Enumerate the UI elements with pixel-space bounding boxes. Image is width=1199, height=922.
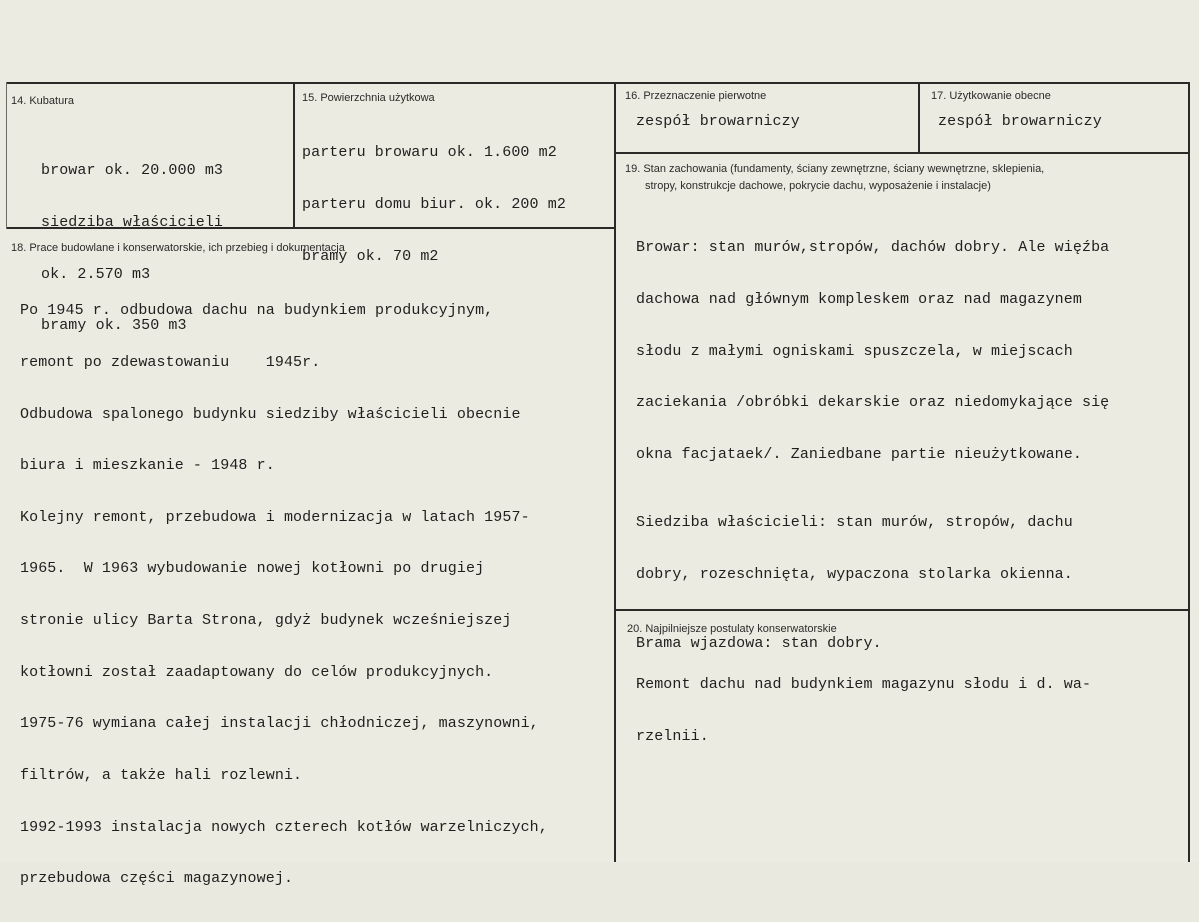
field-18-line: remont po zdewastowaniu 1945r. — [20, 354, 321, 372]
field-19-line: Browar: stan murów,stropów, dachów dobry. Ale więźba — [636, 239, 1110, 257]
field-16-value: zespół browarniczy — [636, 113, 800, 130]
field-17-label: 17. Użytkowanie obecne — [931, 90, 1051, 102]
field-19-label-line: 19. Stan zachowania (fundamenty, ściany zewnętrzne, ściany wewnętrzne, sklepienia, — [625, 163, 1045, 175]
field-19-label-line: stropy, konstrukcje dachowe, pokrycie dachu, wyposażenie i instalacje) — [645, 180, 991, 192]
column-divider-line — [293, 82, 295, 229]
field-20-line: rzelnii. — [636, 728, 709, 746]
field-19-line: słodu z małymi ogniskami spuszczela, w miejscach — [636, 342, 1073, 360]
field-17-value: zespół browarniczy — [938, 113, 1102, 130]
field-20-label: 20. Najpilniejsze postulaty konserwatorskie — [627, 623, 837, 635]
field-18-line: 1965. W 1963 wybudowanie nowej kotłowni po drugiej — [20, 560, 485, 578]
field-20-value — [636, 642, 1091, 780]
field-19-line: dachowa nad głównym kompleskem oraz nad magazynem — [636, 291, 1082, 309]
right-border-line — [1188, 82, 1190, 862]
field-19-line: dobry, rozeschnięta, wypaczona stolarka okienna. — [636, 566, 1073, 584]
field-14-label: 14. Kubatura — [11, 95, 74, 107]
field-19-line: Brama wjazdowa: stan dobry. — [636, 634, 882, 652]
field-18-line: 1975-76 wymiana całej instalacji chłodniczej, maszynowni, — [20, 715, 539, 733]
field-15-line: parteru browaru ok. 1.600 m2 — [302, 144, 557, 162]
field-19-line: Siedziba właścicieli: stan murów, stropów, dachu — [636, 514, 1073, 532]
row-divider-line-right — [616, 152, 1190, 154]
field-16-label: 16. Przeznaczenie pierwotne — [625, 90, 767, 102]
field-19-line: okna facjataek/. Zaniedbane partie nieużytkowane. — [636, 445, 1082, 463]
field-14-line: browar ok. 20.000 m3 — [41, 162, 224, 180]
top-border-line — [6, 82, 1190, 84]
left-border-line — [6, 82, 7, 229]
field-15-line: parteru domu biur. ok. 200 m2 — [302, 196, 566, 214]
field-15-line: bramy ok. 70 m2 — [302, 247, 439, 265]
field-18-label: 18. Prace budowlane i konserwatorskie, ich przebieg i dokumentacja — [11, 242, 345, 254]
field-14-line: ok. 2.570 m3 — [41, 265, 151, 283]
field-19-value — [636, 205, 1109, 686]
column-divider-line-right — [918, 82, 920, 154]
field-18-line: filtrów, a także hali rozlewni. — [20, 766, 303, 784]
field-18-line: kotłowni został zaadaptowany do celów produkcyjnych. — [20, 663, 494, 681]
field-18-line: Odbudowa spalonego budynku siedziby właścicieli obecnie — [20, 405, 521, 423]
main-column-divider-line — [614, 82, 616, 862]
field-18-line: 1992-1993 instalacja nowych czterech kotłów warzelniczych, — [20, 818, 548, 836]
field-14-line: siedziba właścicieli — [41, 214, 224, 232]
field-18-line: stronie ulicy Barta Strona, gdyż budynek wcześniejszej — [20, 612, 512, 630]
field-18-line: Po 1945 r. odbudowa dachu na budynkiem produkcyjnym, — [20, 302, 494, 320]
field-14-line: bramy ok. 350 m3 — [41, 317, 187, 335]
field-18-line: biura i mieszkanie - 1948 r. — [20, 457, 275, 475]
field-18-value — [20, 265, 548, 922]
field-18-line: przebudowa części magazynowej. — [20, 870, 294, 888]
field-18-line: Kolejny remont, przebudowa i modernizacja w latach 1957- — [20, 508, 530, 526]
field-19-label — [625, 161, 1044, 195]
field-19-line: zaciekania /obróbki dekarskie oraz niedomykające się — [636, 394, 1110, 412]
field-15-label: 15. Powierzchnia użytkowa — [302, 92, 435, 104]
field-20-line: Remont dachu nad budynkiem magazynu słodu i d. wa- — [636, 676, 1092, 694]
